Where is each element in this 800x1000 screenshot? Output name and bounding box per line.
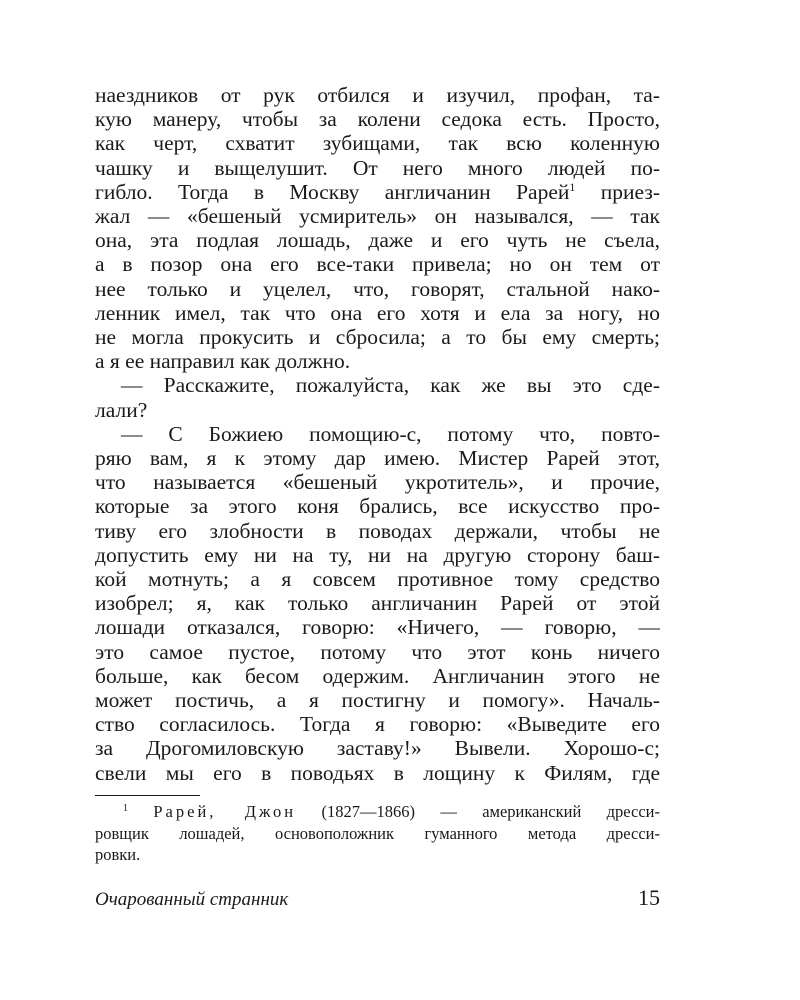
text-line: жал — «бешеный усмиритель» он назывался, — так — [95, 204, 660, 229]
text-line: а в позор она его все-таки привела; но он тем от — [95, 252, 660, 277]
text-line: лали? — [95, 397, 148, 422]
main-text — [95, 83, 660, 785]
text-line: ряю вам, я к этому дар имею. Мистер Рарей этот, — [95, 446, 660, 471]
footnote-reference: 1 — [569, 179, 576, 194]
text-line: нее только и уцелел, что, говорят, стальной нако- — [95, 276, 660, 301]
footnote — [95, 801, 660, 866]
text-line: не могла прокусить и сбросила; а то бы ему смерть; — [95, 325, 660, 350]
text-line: — С Божиею помощию-с, потому что, повто- — [121, 421, 660, 446]
text-line: ленник имел, так что она его хотя и ела за ногу, но — [95, 300, 660, 325]
footnote-line: $^1$ Рарей, Джон (1827—1866) — американский дресси- — [123, 802, 661, 821]
footnote-line: ровщик лошадей, основоположник гуманного метода дресси- — [95, 823, 660, 843]
page-number: 15 — [638, 885, 660, 910]
running-footer — [95, 885, 660, 913]
page-body — [95, 83, 660, 785]
text-line: чашку и выщелушит. От него много людей по- — [95, 155, 660, 180]
text-line: наездников от рук отбился и изучил, профан, та- — [95, 83, 660, 107]
text-line: может постичь, а я постигну и помогу». Началь- — [95, 688, 660, 713]
text-line: гибло. Тогда в Москву англичанин Рарей$^1$ приез- — [95, 179, 660, 204]
footnote-marker: 1 — [123, 803, 128, 814]
text-line: это самое пустое, потому что этот конь ничего — [95, 639, 660, 664]
text-line: что называется «бешеный укротитель», и прочие, — [95, 470, 660, 495]
text-line: — Расскажите, пожалуйста, как же вы это сде- — [121, 373, 660, 398]
footnote-line: ровки. — [95, 845, 141, 864]
text-line: допустить ему ни на ту, ни на другую сторону баш- — [95, 542, 660, 567]
book-title: Очарованный странник — [95, 889, 289, 910]
text-line: кую манеру, чтобы за колени седока есть. Просто, — [95, 107, 660, 132]
text-line: тиву его злобности в поводах держали, чтобы не — [95, 518, 660, 543]
text-line: она, эта подлая лошадь, даже и его чуть не съела, — [95, 228, 660, 253]
text-line: за Дрогомиловскую заставу!» Вывели. Хорошо-с; — [95, 736, 660, 761]
text-line: ство согласилось. Тогда я говорю: «Выведите его — [95, 712, 660, 737]
text-line: больше, как бесом одержим. Англичанин этого не — [95, 663, 660, 688]
text-line: лошади отказался, говорю: «Ничего, — говорю, — — [95, 615, 660, 640]
footnote-separator — [95, 795, 200, 796]
text-line: свели мы его в поводьях в лощину к Филям, где — [95, 760, 660, 785]
text-line: которые за этого коня брались, все искусство про- — [95, 494, 660, 519]
text-line: как черт, схватит зубищами, так всю коленную — [95, 131, 660, 156]
text-line: а я ее направил как должно. — [95, 349, 351, 374]
footnote-name: Рарей, Джон — [153, 802, 297, 821]
text-line: изобрел; я, как только англичанин Рарей от этой — [95, 591, 660, 616]
text-line: кой мотнуть; а я совсем противное тому средство — [95, 567, 660, 592]
